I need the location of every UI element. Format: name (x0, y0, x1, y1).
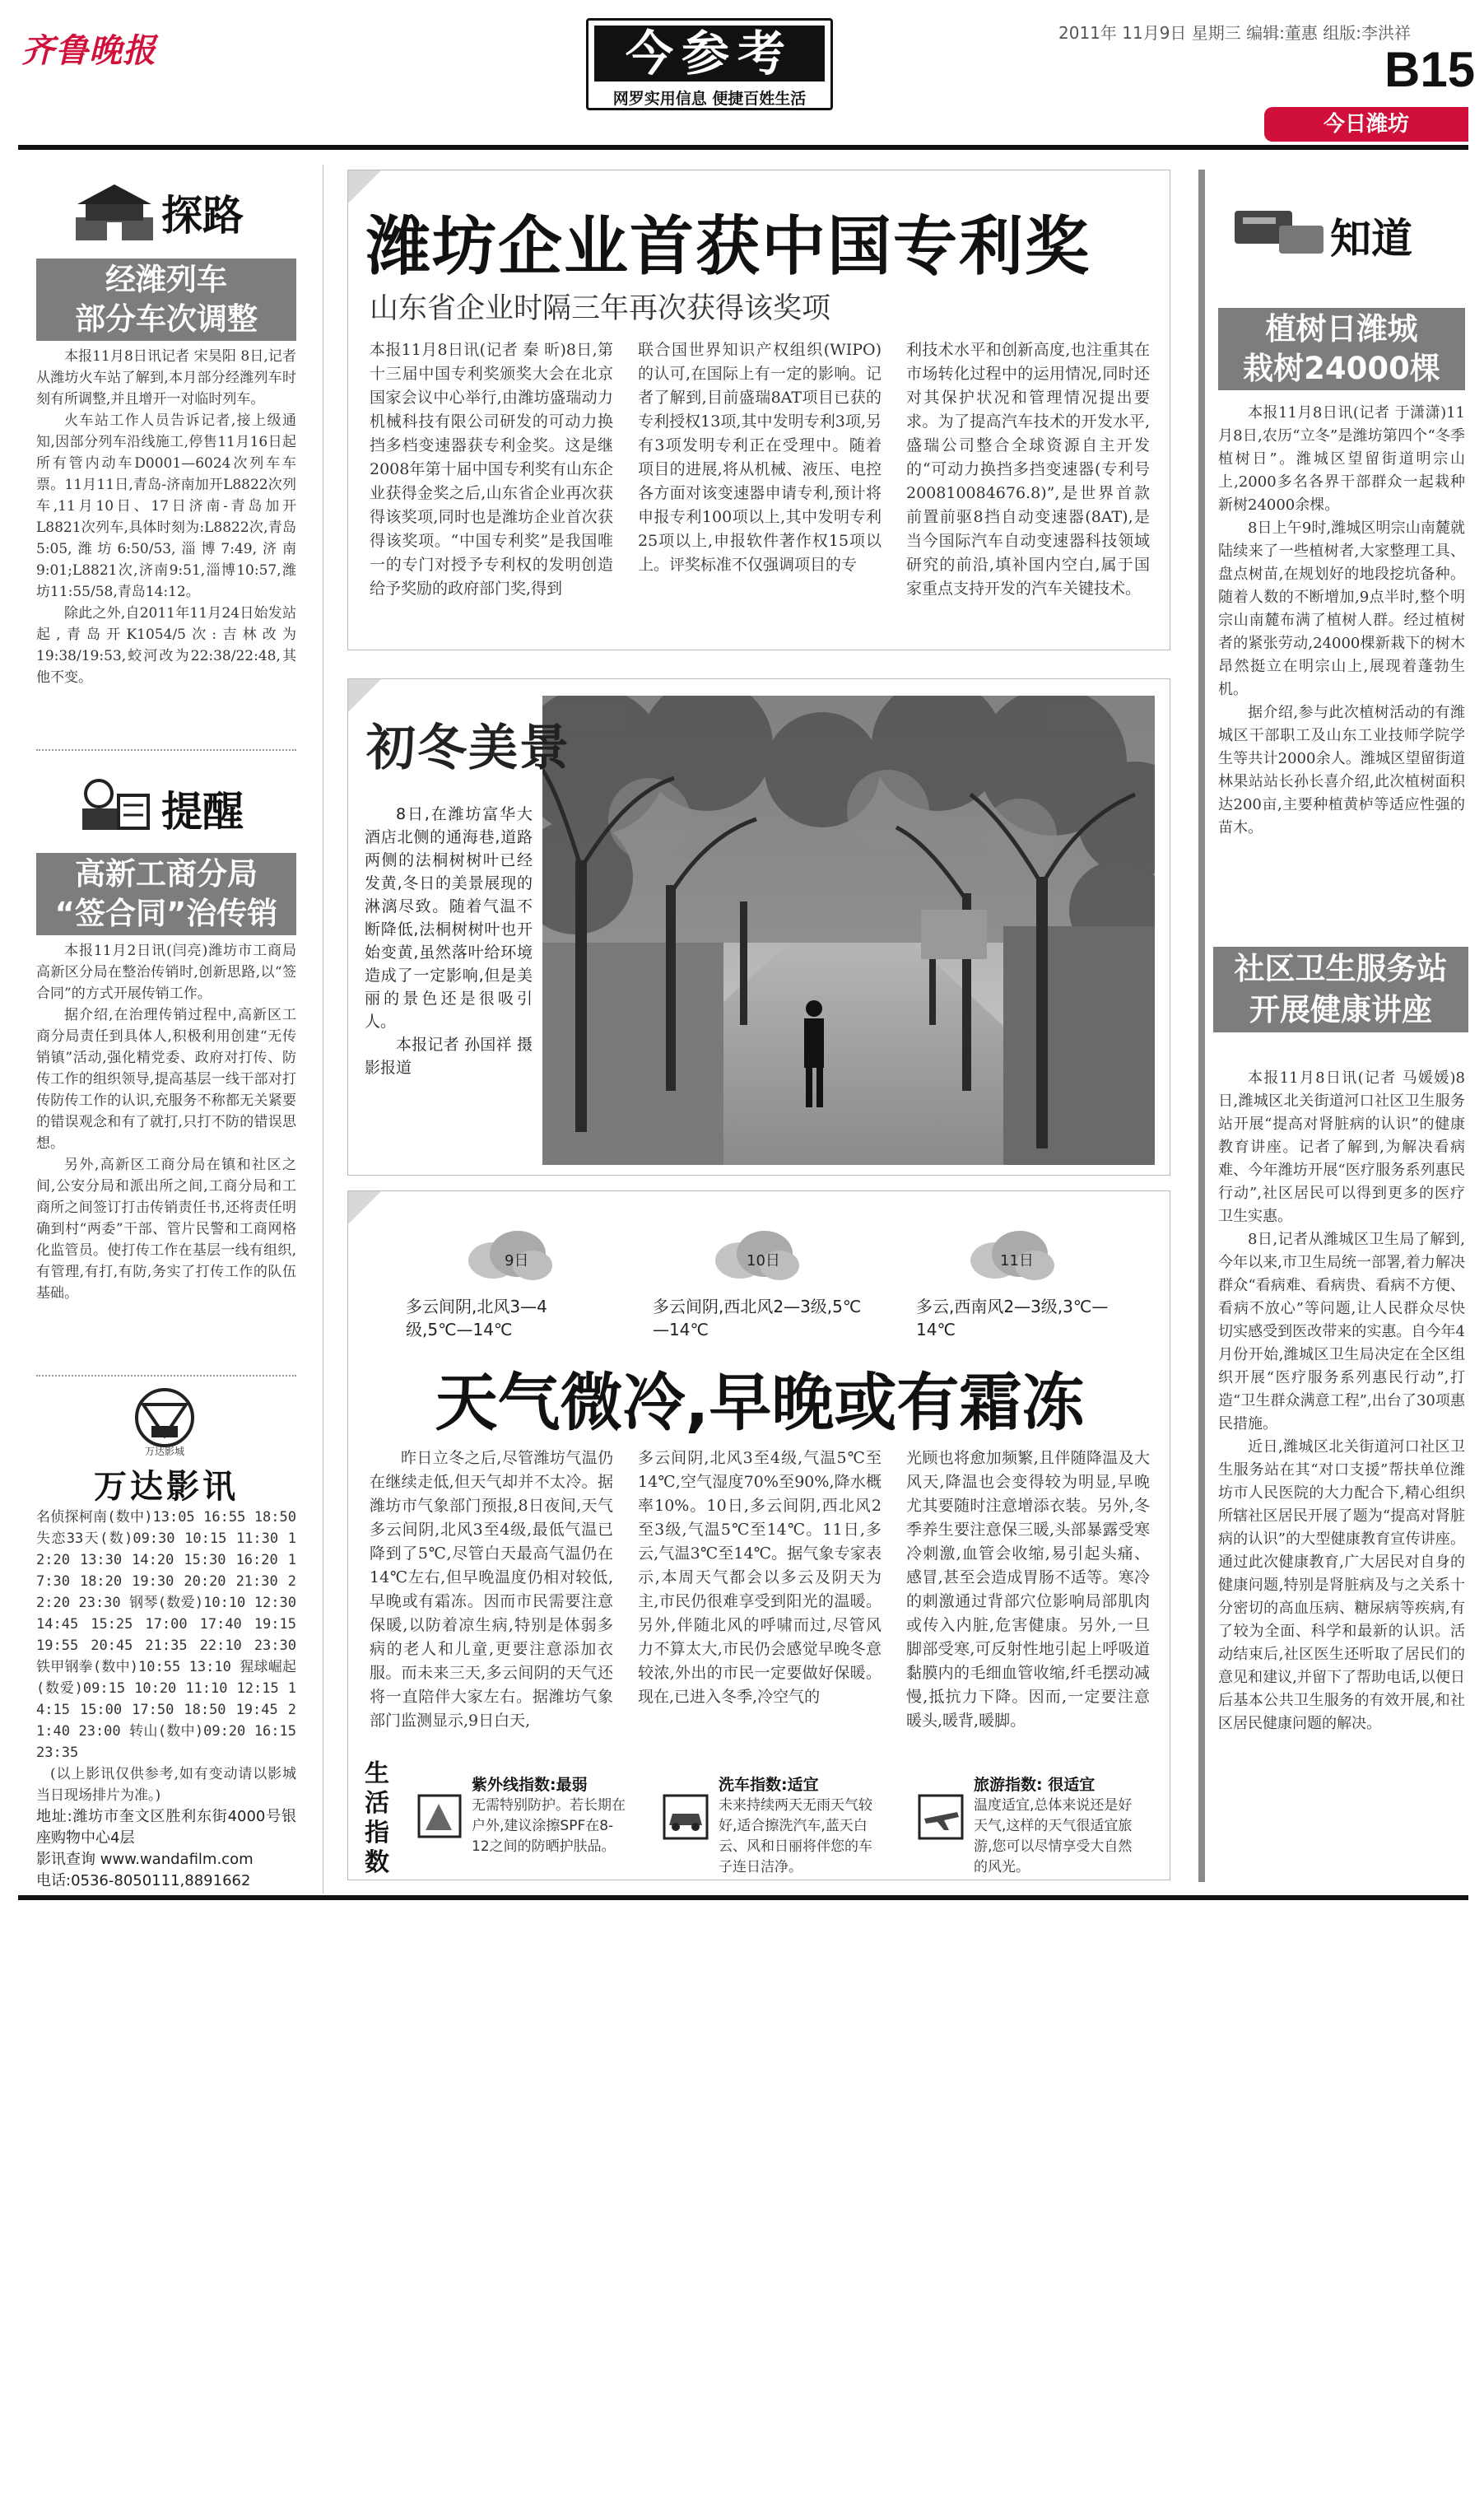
travel-index: 旅游指数: 很适宜 温度适宜,总体来说还是好天气,这样的天气很适宜旅游,您可以尽情享受大自然的风光。 (916, 1773, 1163, 1871)
photo-title: 初冬美景 (366, 720, 570, 777)
tanlu-body: 本报11月8日讯记者 宋昊阳 8日,记者从潍坊火车站了解到,本月部分经潍列车时刻有所调整,并且增开一对临时列车。 火车站工作人员告诉记者,接上级通知,因部分列车沿线施工,停售11月16日起所有管内动车D0001—6024次列车车票。11月11日,青岛-济南加开L8822次列车,11月10日、17日济南-青岛加开L8821次列车,具体时刻为:L8822次,青岛5:05,潍坊6:50/53,淄博7:49,济南9:01;L8821次,济南9:51,淄博10:57,潍坊11:55/58,青岛14:12。 除此之外,自2011年11月24日始发站起,青岛开K1054/5次:吉林改为19:38/19:53,蛟河改为22:38/22:48,其他不变。 (36, 348, 296, 686)
cinema-section-label: 万达影讯 (94, 1467, 239, 1506)
photo-caption: 8日,在潍坊富华大酒店北侧的通海巷,道路两侧的法桐树树叶已经发黄,冬日的美景展现的淋漓尽致。随着气温不断降低,法桐树树叶也开始变黄,虽然落叶给环境造成了一定影响,但是美丽的景色还是很吸引人。 (365, 805, 533, 1031)
uv-index: 紫外线指数:最弱 无需特别防护。若长期在户外,建议涂擦SPF在8-12之间的防晒护肤品。 (414, 1773, 661, 1871)
tixing-column-label: 提醒 (161, 788, 244, 836)
left-divider-1 (36, 749, 296, 751)
patent-article (347, 170, 1170, 650)
paper-logo: 齐鲁晚报 (21, 31, 156, 70)
cinema-address: 地址:潍坊市奎文区胜利东街4000号银座购物中心4层 (36, 1808, 296, 1847)
cinema-schedule: 名侦探柯南(数中)13:05 16:55 18:50 失恋33天(数)09:30 10:15 11:30 12:20 13:30 14:20 15:30 16:20 17:30 18:20 19:30 20:20 21:30 22:20 23:30 钢琴(数爱)10:10 12:30 14:45 15:25 17:00 17:40 19:15 19:55 20:45 21:35 22:10 23:30 铁甲钢拳(数中)10:55 13:10 猩球崛起(数爱)09:15 10:20 11:10 12:15 14:15 15:00 17:50 18:50 19:45 21:40 23:00 转山(数中)09:20 16:15 23:35 (以上影讯仅供参考,如有变动请以影城当日现场排片为准。) 地址:潍坊市奎文区胜利东街4000号银座购物中心4层 影讯查询 www.wandafilm.com 电话:0536-8050111,8891662 (36, 1507, 296, 1892)
tanlu-column-label: 探路 (161, 192, 244, 240)
patent-headline: 潍坊企业首获中国专利奖 (366, 210, 1091, 284)
cinema-website: 影讯查询 www.wandafilm.com (36, 1851, 254, 1868)
column-title: 今参考 (594, 26, 825, 82)
tixing-icon (69, 771, 160, 836)
column-slogan: 网罗实用信息 便捷百姓生活 (612, 90, 807, 108)
tanlu-headline: 经潍列车 部分车次调整 (36, 259, 296, 341)
page-number: B15 (1384, 42, 1476, 97)
cinema-phone: 电话:0536-8050111,8891662 (36, 1872, 251, 1889)
tixing-headline: 高新工商分局 “签合同”治传销 (36, 853, 296, 935)
forecast-day-1: 9日 多云间阴,北风3—4级,5℃—14℃ (406, 1226, 595, 1333)
life-index-label: 生活指数 (365, 1759, 389, 1877)
weather-col-1: 昨日立冬之后,尽管潍坊气温仍在继续走低,但天气却并不太冷。据潍坊市气象部门预报,8日夜间,天气多云间阴,北风3至4级,最低气温已降到了5℃,尽管白天最高气温仍在14℃左右,但早晚温度仍相对较低,早晚或有霜冻。因而市民需要注意保暖,以防着凉生病,特别是体弱多病的老人和儿童,更要注意添加衣服。而未来三天,多云间阴的天气还将一直陪伴大家左右。据潍坊气象部门监测显示,9日白天, (370, 1449, 613, 1730)
car-icon (661, 1792, 710, 1850)
tixing-body: 本报11月2日讯(闫亮)潍坊市工商局高新区分局在整治传销时,创新思路,以“签合同”的方式开展传销工作。 据介绍,在治理传销过程中,高新区工商分局责任到具体人,积极利用创建“无传销镇”活动,强化精党委、政府对打传、防传工作的组织领导,提高基层一线干部对打传防传工作的认识,充服务不称都无关紧要的错误观念和有了就打,只打不防的错误思想。 另外,高新区工商分局在镇和社区之间,公安分局和派出所之间,工商分局和工商所之间签订打击传销责任书,还将责任明确到村“两委”干部、管片民警和工商网格化监管员。使打传工作在基层一线有组织,有管理,有打,有防,务实了打传工作的队伍基础。 (36, 943, 296, 1302)
weather-article (347, 1190, 1170, 1880)
forecast-day-3: 11日 多云,西南风2—3级,3℃—14℃ (916, 1226, 1147, 1333)
airplane-icon (916, 1792, 965, 1850)
patent-col-3: 利技术水平和创新高度,也注重其在市场转化过程中的运用情况,同时还对其保护状况和管理情况提出要求。为了提高汽车技术的开发水平,盛瑞公司整合全球资源自主开发的“可动力换挡多挡变速器(专利号200810084676.8)”,是世界首款前置前驱8挡自动变速器(8AT),是当今国际汽车自动变速器科技领域研究的前沿,填补国内空白,属于国家重点支持开发的汽车关键技术。 (906, 341, 1150, 598)
tree-body: 本报11月8日讯(记者 于潇潇)11月8日,农历“立冬”是潍坊第四个“冬季植树日”。潍城区望留街道明宗山上,2000多名各界干部群众一起栽种新树24000余棵。 8日上午9时,潍城区明宗山南麓就陆续来了一些植树者,大家整理工具、盘点树苗,在规划好的地段挖坑备种。随着人数的不断增加,9点半时,整个明宗山南麓布满了植树人群。经过植树者的紧张劳动,24000棵新栽下的树木昂然挺立在明宗山上,展现着蓬勃生机。 据介绍,参与此次植树活动的有潍城区干部职工及山东工业技师学院学生等共计2000余人。潍城区望留街道林果站站长孙长喜介绍,此次植树面积达200亩,主要种植黄栌等适应性强的苗木。 (1218, 404, 1465, 836)
patent-col-1: 本报11月8日讯(记者 秦 昕)8日,第十三届中国专利奖颁奖大会在北京国家会议中心举行,由潍坊盛瑞动力机械科技有限公司研发的可动力换挡多档变速器获专利金奖。这是继2008年第十届中国专利奖有山东企业获得金奖之后,山东省企业再次获得该奖项,同时也是潍坊企业首次获得该奖项。“中国专利奖”是我国唯一的专门对授予专利权的发明创造给予奖励的政府部门奖,得到 (370, 341, 613, 598)
photo-credit: 本报记者 孙国祥 摄影报道 (365, 1036, 533, 1077)
weather-col-3: 光顾也将愈加频繁,且伴随降温及大风天,降温也会变得较为明显,早晚尤其要随时注意增添衣装。另外,冬季养生要注意保三暖,头部暴露受寒冷刺激,血管会收缩,易引起头痛、感冒,甚至会造成胃肠不适等。寒冷的刺激通过背部穴位影响局部肌肉或传入内脏,危害健康。另外,一旦脚部受寒,可反射性地引起上呼吸道黏膜内的毛细血管收缩,纤毛摆动减慢,抵抗力下降。因而,一定要注意暖头,暖背,暖脚。 (906, 1449, 1150, 1730)
footer-rule (18, 1895, 1468, 1900)
patent-col-2: 联合国世界知识产权组织(WIPO)的认可,在国际上有一定的影响。记者了解到,目前盛瑞8AT项目已获的专利授权13项,其中发明专利3项,另有3项发明专利正在受理中。随着项目的进展,将从机械、液压、电控各方面对该变速器申请专利,预计将申报专利100项以上,其中发明专利25项以上,申报软件著作权15项以上。评奖标准不仅强调项目的专 (638, 341, 882, 574)
weather-headline: 天气微冷,早晚或有霜冻 (435, 1366, 1085, 1439)
health-body: 本报11月8日讯(记者 马媛媛)8日,潍城区北关街道河口社区卫生服务站开展“提高对肾脏病的认识”的健康教育讲座。记者了解到,为解决看病难、今年潍坊开展“医疗服务系列惠民行动”,社区居民可以得到更多的医疗卫生实惠。 8日,记者从潍城区卫生局了解到,今年以来,市卫生局统一部署,着力解决群众“看病难、看病贵、看病不方便、看病不放心”等问题,让人民群众尽快切实感受到医改带来的实惠。自今年4月份开始,潍城区卫生局决定在全区组织开展“医疗服务系列惠民行动”,打造“卫生群众满意工程”,出台了30项惠民措施。 近日,潍城区北关街道河口社区卫生服务站在其“对口支援”帮扶单位潍坊市人民医院的大力配合下,精心组织所辖社区居民开展了题为“提高对肾脏病的认识”的大型健康教育宣传讲座。通过此次健康教育,广大居民对自身的健康问题,特别是肾脏病及与之关系十分密切的高血压病、糖尿病等疾病,有了较为全面、科学和最新的认识。活动结束后,社区医生还听取了居民们的意见和建议,并留下了帮助电话,以便日后基本公共卫生服务的有效开展,和社区居民健康问题的解决。 (1218, 1069, 1465, 1732)
patent-subtitle: 山东省企业时隔三年再次获得该奖项 (370, 292, 831, 325)
carwash-index: 洗车指数:适宜 未来持续两天无雨天气较好,适合擦洗汽车,蓝天白云、风和日丽将伴您的车子连日洁净。 (661, 1773, 908, 1871)
wanda-logo-text: 万达影城 (144, 1446, 184, 1457)
zhidao-column-label: 知道 (1330, 215, 1412, 263)
column-banner (586, 18, 833, 110)
health-headline: 社区卫生服务站 开展健康讲座 (1213, 947, 1468, 1032)
tanlu-icon (69, 176, 160, 244)
weather-col-2: 多云间阴,北风3至4级,气温5℃至14℃,空气湿度70%至90%,降水概率10%。10日,多云间阴,西北风2至3级,气温5℃至14℃。11日,多云,气温3℃至14℃。据气象专家表示,本周天气都会以多云及阴天为主,市民仍很难享受到阳光的温暖。另外,伴随北风的呼啸而过,尽管风力不算太大,市民仍会感觉早晚冬意较浓,外出的市民一定要做好保暖。现在,已进入冬季,冷空气的 (638, 1449, 882, 1706)
issue-info: 2011年 11月9日 星期三 编辑:董惠 组版:李洪祥 (1058, 23, 1411, 43)
tree-headline: 植树日潍城 栽树24000棵 (1218, 308, 1465, 390)
photo-feature (347, 678, 1170, 1176)
left-divider-2 (36, 1375, 296, 1377)
right-rule (1198, 170, 1205, 1882)
forecast-day-2: 10日 多云间阴,西北风2—3级,5℃—14℃ (653, 1226, 867, 1333)
header-rule (18, 145, 1468, 150)
street-photo (542, 696, 1155, 1165)
section-tag: 今日潍坊 (1264, 107, 1468, 142)
zhidao-icon (1230, 201, 1328, 259)
sunscreen-icon (414, 1792, 463, 1850)
